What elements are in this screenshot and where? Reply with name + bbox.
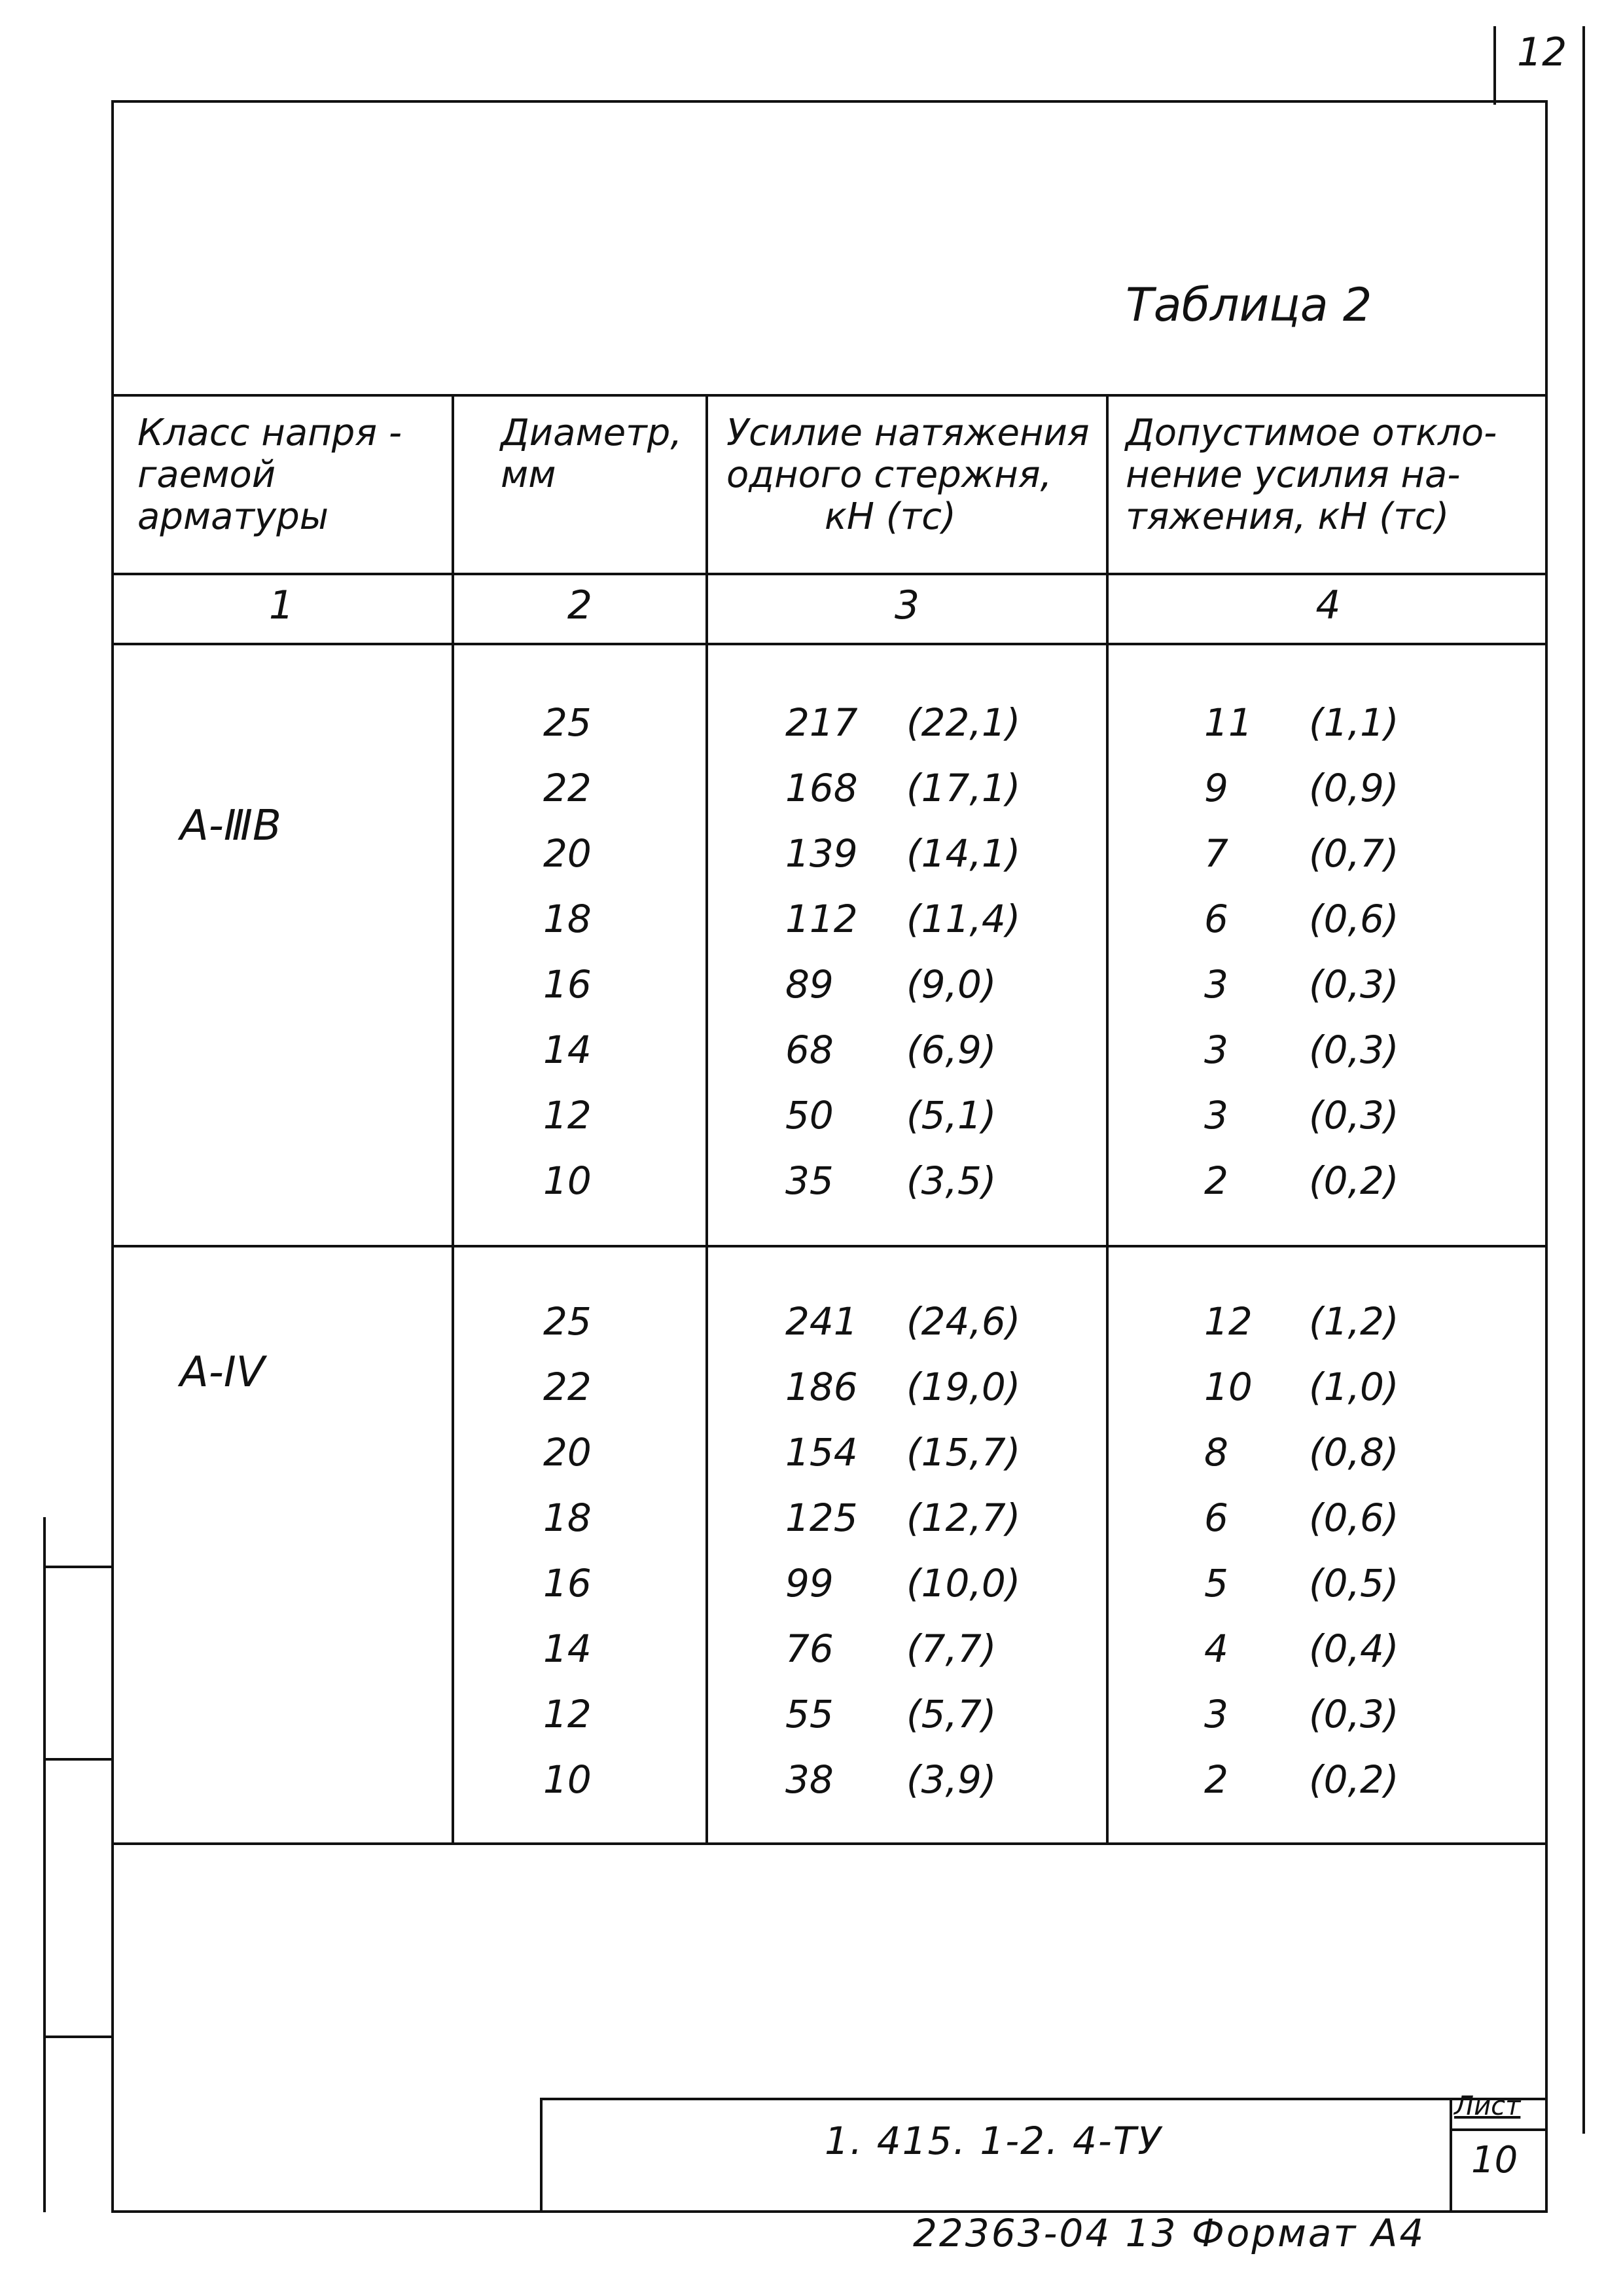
deviation-tc-value: (0,3) <box>1309 1692 1399 1736</box>
deviation-value: 9 <box>1204 766 1228 810</box>
force-tc-value: (3,5) <box>906 1158 997 1203</box>
deviation-value: 8 <box>1204 1430 1228 1475</box>
header-line: тяжения, кН (тс) <box>1126 495 1450 538</box>
deviation-value: 11 <box>1204 700 1253 745</box>
binding-strip-line <box>43 1517 46 2212</box>
deviation-tc-value: (0,4) <box>1309 1626 1399 1671</box>
group-divider-rule <box>111 1245 1548 1247</box>
deviation-tc-value: (0,3) <box>1309 962 1399 1007</box>
deviation-tc-value: (0,8) <box>1309 1430 1399 1475</box>
header-line: Диаметр, <box>501 412 683 454</box>
column-number-4: 4 <box>1315 583 1341 628</box>
force-tc-value: (14,1) <box>906 831 1021 876</box>
deviation-value: 2 <box>1204 1757 1228 1802</box>
force-value: 50 <box>785 1093 834 1138</box>
force-value: 168 <box>785 766 858 810</box>
column-number-1: 1 <box>268 583 294 628</box>
header-deviation <box>1126 412 1544 538</box>
diameter-value: 10 <box>543 1158 592 1203</box>
force-tc-value: (15,7) <box>906 1430 1021 1475</box>
force-value: 89 <box>785 962 834 1007</box>
diameter-value: 16 <box>543 1561 592 1605</box>
deviation-tc-value: (0,2) <box>1309 1158 1399 1203</box>
deviation-tc-value: (0,6) <box>1309 1496 1399 1540</box>
force-value: 186 <box>785 1365 858 1409</box>
deviation-tc-value: (1,0) <box>1309 1365 1399 1409</box>
force-value: 125 <box>785 1496 858 1540</box>
force-value: 55 <box>785 1692 834 1736</box>
binding-strip-rule <box>43 1758 113 1761</box>
diameter-value: 14 <box>543 1028 592 1072</box>
deviation-tc-value: (0,2) <box>1309 1757 1399 1802</box>
force-value: 154 <box>785 1430 858 1475</box>
order-number: 22363-04 13 Формат А4 <box>913 2211 1426 2255</box>
diameter-value: 25 <box>543 1299 592 1344</box>
force-tc-value: (3,9) <box>906 1757 997 1802</box>
header-diameter <box>501 412 697 496</box>
group-class-label: А-ⅠⅤ <box>180 1348 265 1397</box>
header-line: нение усилия на- <box>1126 454 1461 496</box>
binding-strip-rule <box>43 2036 113 2038</box>
deviation-tc-value: (1,2) <box>1309 1299 1399 1344</box>
deviation-value: 2 <box>1204 1158 1228 1203</box>
deviation-value: 6 <box>1204 1496 1228 1540</box>
title-block-sheet-rule <box>1450 2098 1452 2213</box>
force-tc-value: (19,0) <box>906 1365 1021 1409</box>
force-value: 76 <box>785 1626 834 1671</box>
table-bottom-rule <box>111 1842 1548 1845</box>
header-line: одного стержня, <box>726 454 1052 496</box>
deviation-value: 4 <box>1204 1626 1228 1671</box>
table-caption: Таблица 2 <box>1126 278 1372 332</box>
deviation-tc-value: (1,1) <box>1309 700 1399 745</box>
force-tc-value: (5,7) <box>906 1692 997 1736</box>
column-number-2: 2 <box>567 583 593 628</box>
header-line: арматуры <box>137 495 329 538</box>
deviation-tc-value: (0,3) <box>1309 1028 1399 1072</box>
colnum-bottom-rule <box>111 643 1548 645</box>
deviation-value: 12 <box>1204 1299 1253 1344</box>
header-bottom-rule <box>111 573 1548 575</box>
force-tc-value: (6,9) <box>906 1028 997 1072</box>
diameter-value: 18 <box>543 1496 592 1540</box>
diameter-value: 12 <box>543 1692 592 1736</box>
deviation-tc-value: (0,9) <box>1309 766 1399 810</box>
sheet-label: Лист <box>1454 2091 1521 2121</box>
header-line: гаемой <box>137 454 276 496</box>
header-force <box>726 412 1106 538</box>
force-tc-value: (9,0) <box>906 962 997 1007</box>
diameter-value: 14 <box>543 1626 592 1671</box>
diameter-value: 12 <box>543 1093 592 1138</box>
deviation-value: 3 <box>1204 962 1228 1007</box>
sheet-number: 12 <box>1517 29 1567 75</box>
header-line: Допустимое откло- <box>1126 412 1497 454</box>
deviation-value: 10 <box>1204 1365 1253 1409</box>
force-value: 217 <box>785 700 858 745</box>
deviation-tc-value: (0,6) <box>1309 897 1399 941</box>
deviation-tc-value: (0,5) <box>1309 1561 1399 1605</box>
group-class-label: А-ⅢВ <box>180 802 281 850</box>
deviation-value: 5 <box>1204 1561 1228 1605</box>
force-tc-value: (22,1) <box>906 700 1021 745</box>
deviation-value: 3 <box>1204 1692 1228 1736</box>
force-tc-value: (12,7) <box>906 1496 1021 1540</box>
force-value: 68 <box>785 1028 834 1072</box>
deviation-value: 3 <box>1204 1028 1228 1072</box>
force-tc-value: (17,1) <box>906 766 1021 810</box>
header-line: мм <box>501 454 556 496</box>
deviation-tc-value: (0,7) <box>1309 831 1399 876</box>
force-value: 99 <box>785 1561 834 1605</box>
document-code: 1. 415. 1-2. 4-ТУ <box>825 2119 1162 2163</box>
force-value: 112 <box>785 897 858 941</box>
title-block-left-rule <box>540 2098 543 2213</box>
force-value: 38 <box>785 1757 834 1802</box>
force-value: 35 <box>785 1158 834 1203</box>
force-tc-value: (5,1) <box>906 1093 997 1138</box>
deviation-value: 7 <box>1204 831 1228 876</box>
force-tc-value: (11,4) <box>906 897 1021 941</box>
header-line: кН (тс) <box>825 495 956 538</box>
deviation-tc-value: (0,3) <box>1309 1093 1399 1138</box>
force-value: 139 <box>785 831 858 876</box>
deviation-value: 6 <box>1204 897 1228 941</box>
header-line: Класс напря - <box>137 412 402 454</box>
diameter-value: 16 <box>543 962 592 1007</box>
title-block-sheet-divider <box>1450 2128 1548 2131</box>
diameter-value: 22 <box>543 766 592 810</box>
diameter-value: 18 <box>543 897 592 941</box>
force-tc-value: (7,7) <box>906 1626 997 1671</box>
header-class <box>137 412 445 538</box>
force-value: 241 <box>785 1299 858 1344</box>
force-tc-value: (10,0) <box>906 1561 1021 1605</box>
title-block-top-rule <box>540 2098 1548 2100</box>
table-top-rule <box>111 394 1548 397</box>
diameter-value: 22 <box>543 1365 592 1409</box>
diameter-value: 20 <box>543 831 592 876</box>
sheet-number-box-divider <box>1493 26 1496 105</box>
diameter-value: 25 <box>543 700 592 745</box>
diameter-value: 20 <box>543 1430 592 1475</box>
sheet-num: 10 <box>1471 2139 1518 2181</box>
force-tc-value: (24,6) <box>906 1299 1021 1344</box>
binding-strip-rule <box>43 1566 113 1568</box>
deviation-value: 3 <box>1204 1093 1228 1138</box>
diameter-value: 10 <box>543 1757 592 1802</box>
header-line: Усилие натяжения <box>726 412 1090 454</box>
column-number-3: 3 <box>894 583 920 628</box>
right-margin-line <box>1582 26 1585 2134</box>
